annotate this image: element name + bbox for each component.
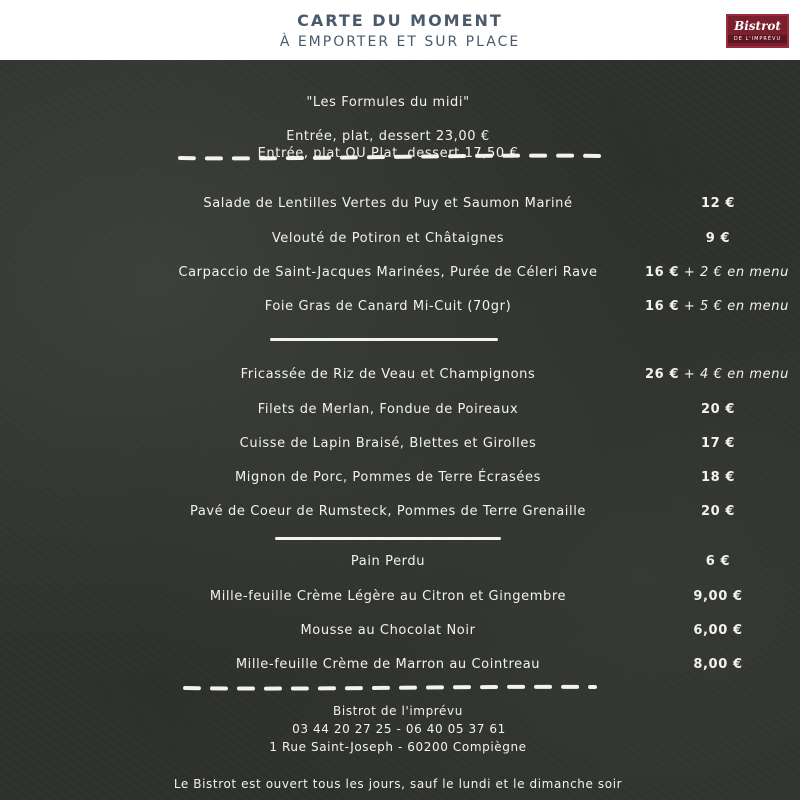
price-value: 6 € [705, 554, 731, 569]
divider-entrees-plats [270, 338, 498, 341]
formule-line-2: Entrée, plat OU Plat, dessert 17,50 € [257, 146, 519, 161]
menu-item-price [693, 657, 742, 672]
header-banner [0, 0, 800, 60]
price-menu-supplement: + 5 € en menu [683, 299, 789, 314]
price-value: 26 € [645, 367, 680, 382]
price-value: 20 € [700, 504, 736, 519]
footer-address: 1 Rue Saint-Joseph - 60200 Compiègne [269, 740, 527, 754]
menu-item-name: Mille-feuille Crème de Marron au Cointreau [235, 657, 541, 672]
page-title: CARTE DU MOMENT [297, 11, 503, 30]
dashed-divider-bottom [180, 681, 600, 695]
footer-hours: Le Bistrot est ouvert tous les jours, sauf le lundi et le dimanche soir [173, 777, 623, 791]
menu-item-name: Foie Gras de Canard Mi-Cuit (70gr) [264, 299, 512, 314]
menu-item-name: Pavé de Coeur de Rumsteck, Pommes de Terre Grenaille [189, 504, 587, 519]
bistrot-logo [726, 14, 789, 48]
menu-item-price [701, 436, 735, 451]
logo-main-text: Bistrot [734, 19, 781, 33]
price-value: 12 € [700, 196, 736, 211]
menu-item-name: Fricassée de Riz de Veau et Champignons [240, 367, 536, 382]
menu-item-name: Cuisse de Lapin Braisé, Blettes et Girolles [239, 436, 537, 451]
menu-item-price [645, 367, 789, 382]
menu-item-name: Velouté de Potiron et Châtaignes [271, 231, 505, 246]
price-menu-supplement: + 4 € en menu [683, 367, 789, 382]
price-value: 9,00 € [693, 589, 743, 604]
menu-item-price [693, 623, 742, 638]
menu-item-price [701, 470, 735, 485]
menu-item-price [706, 554, 730, 569]
logo-sub-text: DE L'IMPRÉVU [728, 35, 787, 43]
price-value: 6,00 € [693, 623, 743, 638]
price-value: 8,00 € [693, 657, 743, 672]
page-subtitle: À EMPORTER ET SUR PLACE [279, 34, 521, 50]
menu-item-price [693, 589, 742, 604]
price-value: 9 € [705, 231, 731, 246]
divider-plats-desserts [275, 537, 501, 540]
price-value: 16 € [645, 299, 680, 314]
menu-item-name: Filets de Merlan, Fondue de Poireaux [257, 402, 519, 417]
menu-item-name: Mousse au Chocolat Noir [300, 623, 476, 638]
menu-item-price [701, 196, 735, 211]
menu-item-price [645, 299, 789, 314]
formule-line-1: Entrée, plat, dessert 23,00 € [286, 129, 490, 144]
price-value: 20 € [700, 402, 736, 417]
price-value: 17 € [700, 436, 736, 451]
menu-item-price [645, 265, 789, 280]
menu-item-price [701, 504, 735, 519]
dashed-divider-top [175, 150, 605, 164]
price-value: 18 € [700, 470, 736, 485]
menu-item-name: Salade de Lentilles Vertes du Puy et Saumon Mariné [203, 196, 573, 211]
price-value: 16 € [645, 265, 680, 280]
menu-item-name: Mignon de Porc, Pommes de Terre Écrasées [234, 470, 542, 485]
footer-name: Bistrot de l'imprévu [333, 704, 463, 718]
price-menu-supplement: + 2 € en menu [683, 265, 789, 280]
menu-item-name: Mille-feuille Crème Légère au Citron et Gingembre [209, 589, 567, 604]
menu-item-name: Carpaccio de Saint-Jacques Marinées, Purée de Céleri Rave [178, 265, 598, 280]
footer-phones: 03 44 20 27 25 - 06 40 05 37 61 [292, 722, 506, 736]
formules-title: "Les Formules du midi" [306, 95, 470, 110]
menu-item-price [706, 231, 730, 246]
menu-item-price [701, 402, 735, 417]
menu-item-name: Pain Perdu [350, 554, 426, 569]
